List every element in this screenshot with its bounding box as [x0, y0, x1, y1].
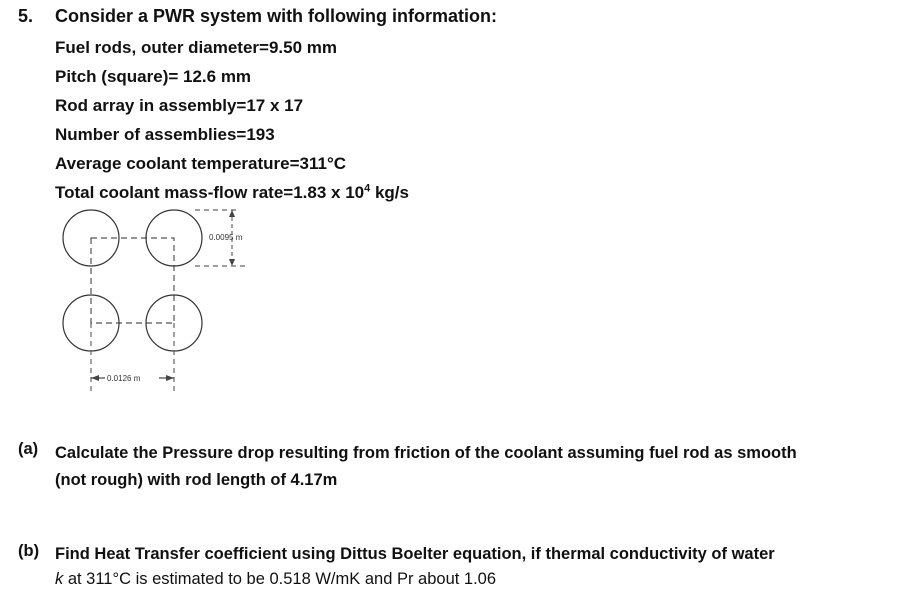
part-a-line-2: (not rough) with rod length of 4.17m	[55, 471, 338, 489]
info-assemblies: Number of assemblies=193	[55, 125, 275, 144]
pitch-arrow-right	[166, 375, 174, 381]
rod-lattice-diagram	[55, 200, 275, 405]
part-b-line-2-rest: at 311°C is estimated to be 0.518 W/mK and Pr about 1.06	[63, 570, 497, 588]
unit-cell-outline	[91, 238, 174, 323]
diameter-arrow-bottom	[229, 259, 235, 266]
given-info-list	[55, 35, 409, 209]
mass-flow-text: Total coolant mass-flow rate=1.83 x 10	[55, 183, 365, 202]
part-a-line-1: Calculate the Pressure drop resulting from friction of the coolant assuming fuel rod as smooth	[55, 444, 797, 462]
info-coolant-temperature: Average coolant temperature=311°C	[55, 154, 347, 173]
info-pitch: Pitch (square)= 12.6 mm	[55, 67, 252, 86]
question-title: Consider a PWR system with following information:	[55, 6, 498, 26]
info-fuel-rod-diameter: Fuel rods, outer diameter=9.50 mm	[55, 38, 338, 57]
mass-flow-exponent: 4	[364, 182, 371, 195]
part-a-text	[55, 440, 905, 494]
question-number: 5.	[18, 6, 34, 26]
mass-flow-unit: kg/s	[370, 183, 409, 202]
diameter-arrow-top	[229, 210, 235, 217]
part-b-line-2	[55, 567, 905, 592]
part-b-label: (b)	[18, 542, 40, 560]
pitch-arrow-left	[91, 375, 99, 381]
pitch-label: 0.0126 m	[107, 374, 141, 383]
info-rod-array: Rod array in assembly=17 x 17	[55, 96, 304, 115]
part-a-label: (a)	[18, 440, 39, 458]
diameter-label: 0.0095 m	[209, 233, 243, 242]
part-b-k-symbol: k	[55, 570, 64, 588]
part-b-line-1: Find Heat Transfer coefficient using Dittus Boelter equation, if thermal conductivity of water	[55, 545, 775, 563]
part-b-text	[55, 542, 905, 592]
